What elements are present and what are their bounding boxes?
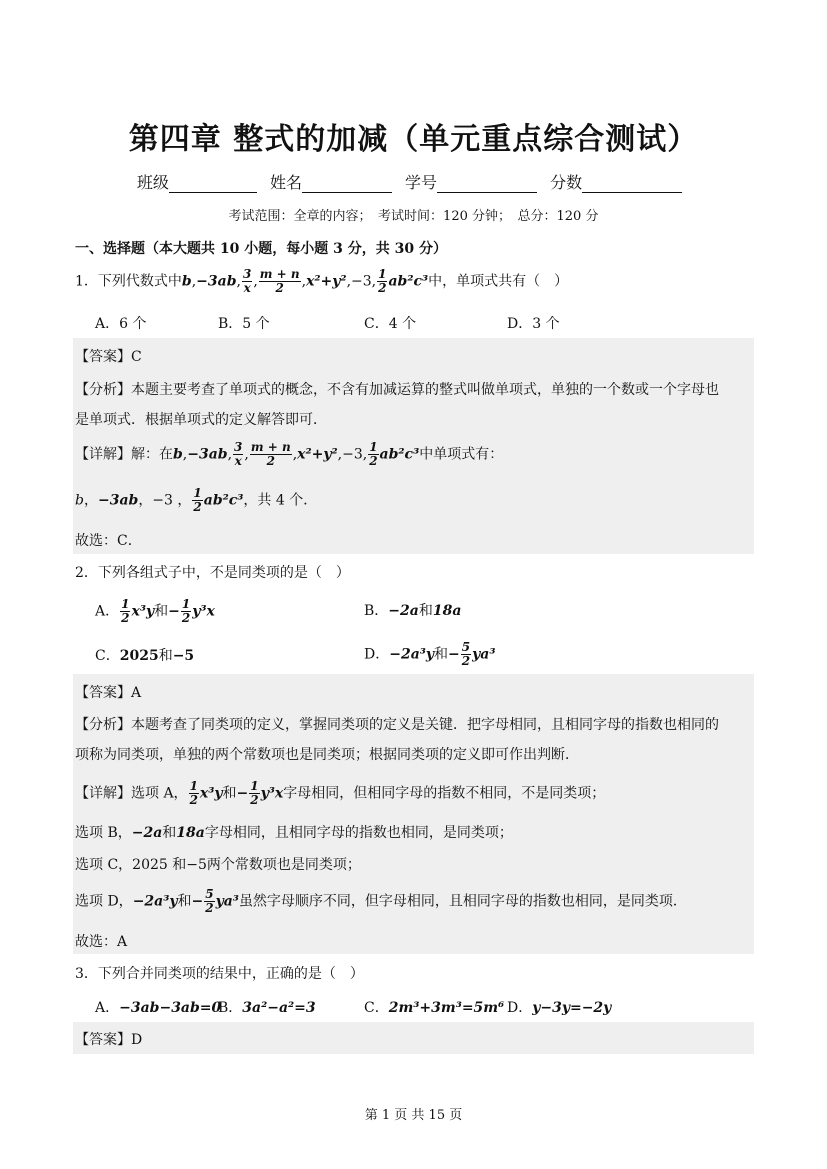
q2-option-c: C．2025和−5 xyxy=(95,648,195,664)
q1-detail-list: b，−3ab，−3 ， $\frac{1}{2}$ ab²c³，共 4 个． xyxy=(75,486,318,514)
name-label: 姓名 xyxy=(269,173,302,192)
section-heading: 一、选择题（本大题共 10 小题，每小题 3 分，共 30 分） xyxy=(75,241,447,257)
q3-option-c: C．2m³+3m³=5m⁶ xyxy=(364,1000,505,1016)
question-3-stem: 3．下列合并同类项的结果中，正确的是（ ） xyxy=(75,966,364,982)
question-2-stem: 2．下列各组式子中，不是同类项的是（ ） xyxy=(75,565,350,581)
q3-option-a: A．−3ab−3ab=0 xyxy=(95,1000,222,1016)
question-1-stem: 1．下列代数式中b,−3ab, $\frac{3}{x}$ , $\frac{m + n}{2}$ ,x²+y²,−3, $\frac{1}{2}$ ab²c³中，单项式共有（ ） xyxy=(75,267,569,295)
q2-analysis-cont: 项称为同类项，单独的两个常数项也是同类项；根据同类项的定义即可作出判断． xyxy=(75,747,579,763)
q2-detail-d: 选项 D，−2a³y和− $\frac{5}{2}$ ya³虽然字母顺序不同，但字母相同，且相同字母的指数也相同，是同类项． xyxy=(75,887,687,915)
q2-answer: 【答案】A xyxy=(75,685,142,701)
q3-option-d: D．y−3y=−2y xyxy=(507,1000,612,1016)
q3-answer-block xyxy=(73,1022,754,1054)
q2-option-b: B．−2a和18a xyxy=(364,603,462,619)
q3-answer: 【答案】D xyxy=(75,1032,143,1048)
q1-analysis: 【分析】本题主要考查了单项式的概念，不含有加减运算的整式叫做单项式，单独的一个数或一个字母也 xyxy=(75,382,719,398)
q2-option-d: D．−2a³y和− $\frac{5}{2}$ ya³ xyxy=(364,640,496,668)
score-label: 分数 xyxy=(550,173,583,192)
q1-option-a: A．6 个 xyxy=(95,316,147,332)
exam-scope: 考试范围：全章的内容； 考试时间：120 分钟； 总分：120 分 xyxy=(228,209,599,224)
page-title: 第四章 整式的加减（单元重点综合测试） xyxy=(128,122,699,157)
q1-option-c: C．4 个 xyxy=(364,316,417,332)
q1-analysis-cont: 是单项式．根据单项式的定义解答即可． xyxy=(75,412,327,428)
student-info-line xyxy=(0,170,827,193)
score-blank[interactable] xyxy=(582,174,682,193)
q2-detail-b: 选项 B，−2a和18a字母相同，且相同字母的指数也相同，是同类项； xyxy=(75,825,513,841)
q1-conclusion: 故选：C． xyxy=(75,533,142,549)
q1-detail: 【详解】解：在b,−3ab, $\frac{3}{x}$ , $\frac{m + n}{2}$ ,x²+y²,−3, $\frac{1}{2}$ ab²c³中单项式有： xyxy=(75,440,504,468)
name-blank[interactable] xyxy=(302,174,392,193)
q2-option-a: A． $\frac{1}{2}$ x³y和− $\frac{1}{2}$ y³x xyxy=(95,597,215,625)
q2-detail-a: 【详解】选项 A， $\frac{1}{2}$ x³y和− $\frac{1}{2}$ y³x字母相同，但相同字母的指数不相同，不是同类项； xyxy=(75,779,606,807)
q1-answer: 【答案】C xyxy=(75,349,142,365)
id-blank[interactable] xyxy=(437,174,537,193)
q3-option-b: B．3a²−a²=3 xyxy=(218,1000,316,1016)
q2-detail-c: 选项 C，2025 和−5两个常数项也是同类项； xyxy=(75,857,361,873)
id-label: 学号 xyxy=(405,173,438,192)
q1-option-b: B．5 个 xyxy=(218,316,270,332)
q2-conclusion: 故选：A xyxy=(75,934,128,950)
q2-analysis: 【分析】本题考查了同类项的定义，掌握同类项的定义是关键．把字母相同，且相同字母的指数也相同的 xyxy=(75,717,719,733)
class-blank[interactable] xyxy=(169,174,257,193)
class-label: 班级 xyxy=(136,173,169,192)
q1-option-d: D．3 个 xyxy=(507,316,560,332)
page-footer: 第 1 页 共 15 页 xyxy=(364,1108,463,1123)
